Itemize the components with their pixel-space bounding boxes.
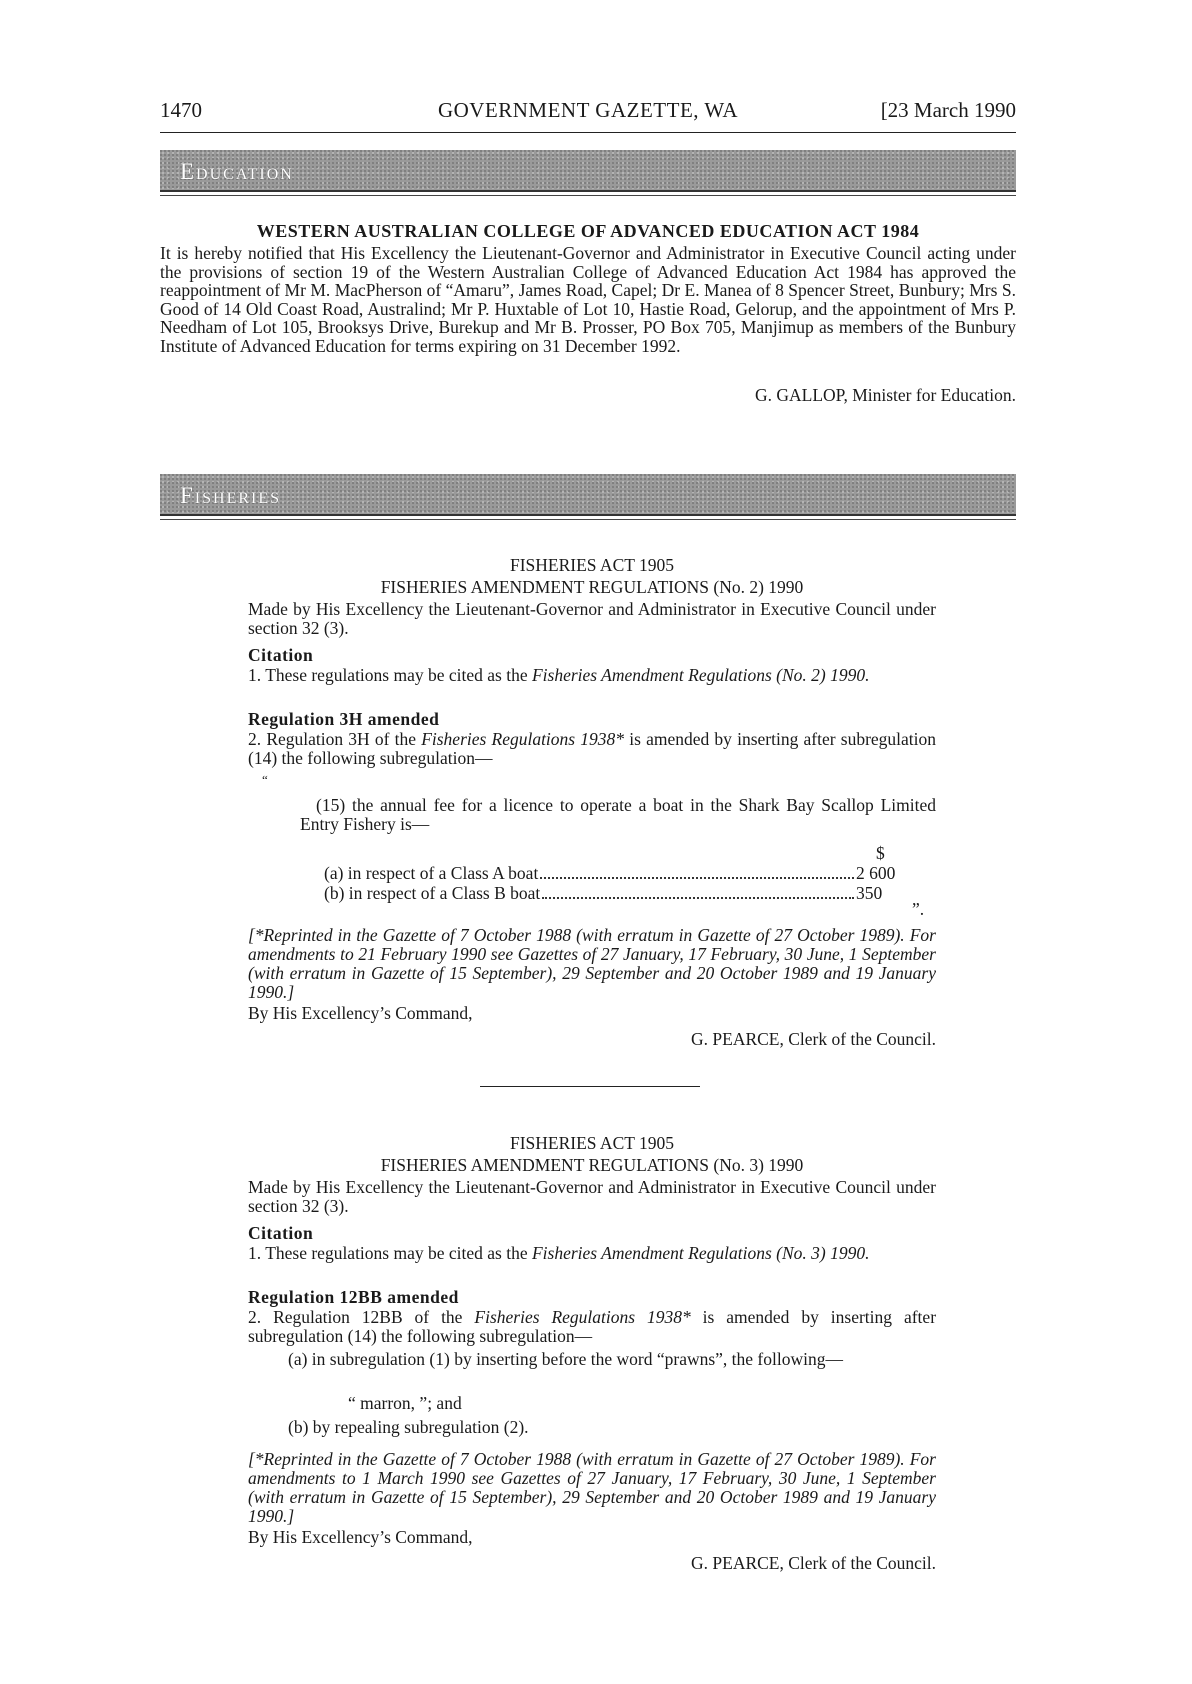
act-heading: WESTERN AUSTRALIAN COLLEGE OF ADVANCED EDUCATION ACT 1984 (256, 221, 920, 241)
close-quote: ”. (912, 899, 925, 919)
made-by-text: Made by His Excellency the Lieutenant-Governor and Administrator in Executive Council under section 32 (3). (248, 1177, 936, 1216)
separator-rule (480, 1086, 700, 1087)
header-rule (160, 132, 1016, 133)
amendment-text: 2. Regulation 12BB of the Fisheries Regulations 1938* is amended by inserting after subregulation (14) the following subregulation— (248, 1307, 937, 1346)
act-title: FISHERIES ACT 1905 (509, 555, 674, 575)
banner-label: Education (180, 159, 294, 184)
footnote: [*Reprinted in the Gazette of 7 October 1988 (with erratum in Gazette of 27 October 1989). For amendments to 21 February 1990 see Gazettes of 27 January, 17 February, 30 June, 1 September (with erratum in Gazette of 15 September), 29 September and 20 October 1989 and 19 January 1990.] (248, 925, 936, 1002)
command-line: By His Excellency’s Command, (248, 1527, 473, 1547)
fee-row-class-a: (a) in respect of a Class A boat 2 600 (324, 863, 896, 883)
section-banner-education (160, 150, 1016, 192)
citation-text: 1. These regulations may be cited as the Fisheries Amendment Regulations (No. 2) 1990. (248, 665, 870, 685)
regulation-title: FISHERIES AMENDMENT REGULATIONS (No. 3) 1990 (380, 1155, 804, 1175)
citation-heading: Citation (248, 1223, 314, 1243)
currency-symbol: $ (876, 843, 885, 863)
education-notice: It is hereby notified that His Excellency the Lieutenant-Governor and Administrator in Executive Council acting under the provisions of section 19 of the Western Australian College of Advanced Education Act 1984 has approved the reappointment of Mr M. MacPherson of “Amaru”, James Road, Capel; Dr E. Manea of 8 Spencer Street, Bunbury; Mrs S. Good of 14 Old Coast Road, Australind; Mr P. Huxtable of Lot 10, Hastie Road, Gelorup, and the appointment of Mrs P. Needham of Lot 105, Brooksys Drive, Burekup and Mr B. Prosser, PO Box 705, Manjimup as members of the Bunbury Institute of Advanced Education for terms expiring on 31 December 1992. (160, 243, 1016, 356)
citation-text: 1. These regulations may be cited as the Fisheries Amendment Regulations (No. 3) 1990. (248, 1243, 870, 1263)
made-by-text: Made by His Excellency the Lieutenant-Governor and Administrator in Executive Council under section 32 (3). (248, 599, 936, 638)
education-signature: G. GALLOP, Minister for Education. (754, 385, 1016, 405)
open-quote: “ (262, 772, 268, 787)
banner-label: Fisheries (180, 483, 282, 508)
act-title: FISHERIES ACT 1905 (509, 1133, 674, 1153)
clerk-signature: G. PEARCE, Clerk of the Council. (691, 1029, 936, 1049)
subregulation-15: (15) the annual fee for a licence to operate a boat in the Shark Bay Scallop Limited Entry Fishery is— (300, 795, 936, 834)
amendment-text: 2. Regulation 3H of the Fisheries Regulations 1938* is amended by inserting after subregulation (14) the following subregulation— (248, 729, 937, 768)
amendment-heading: Regulation 12BB amended (248, 1287, 459, 1307)
amendment-insert: “ marron, ”; and (348, 1393, 462, 1413)
command-line: By His Excellency’s Command, (248, 1003, 473, 1023)
citation-heading: Citation (248, 645, 314, 665)
amendment-item-b: (b) by repealing subregulation (2). (288, 1417, 529, 1437)
page-number: 1470 (160, 98, 202, 122)
fee-row-class-b: (b) in respect of a Class B boat 350 (324, 883, 883, 903)
footnote: [*Reprinted in the Gazette of 7 October 1988 (with erratum in Gazette of 27 October 1989). For amendments to 1 March 1990 see Gazettes of 27 January, 17 February, 30 June, 1 September (with erratum in Gazette of 15 September), 29 September and 20 October 1989 and 19 January 1990.] (248, 1449, 936, 1526)
page-header (160, 98, 1016, 130)
amendment-item-a: (a) in subregulation (1) by inserting before the word “prawns”, the following— (288, 1349, 843, 1369)
amendment-heading: Regulation 3H amended (248, 709, 440, 729)
clerk-signature: G. PEARCE, Clerk of the Council. (691, 1553, 936, 1573)
issue-date: [23 March 1990 (880, 98, 1016, 122)
regulation-title: FISHERIES AMENDMENT REGULATIONS (No. 2) 1990 (380, 577, 804, 597)
section-banner-fisheries (160, 474, 1016, 516)
publication-title: GOVERNMENT GAZETTE, WA (437, 98, 739, 122)
